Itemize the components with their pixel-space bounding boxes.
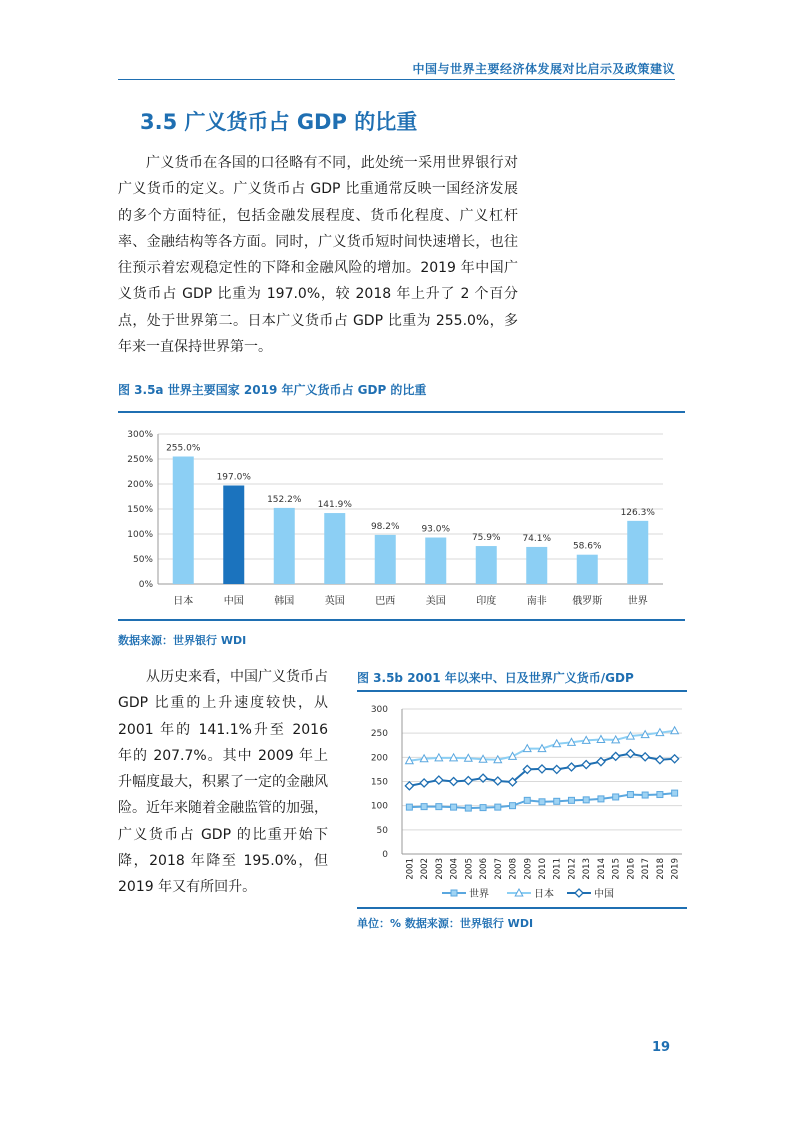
y-tick-label: 300 xyxy=(370,705,388,715)
legend-item xyxy=(442,887,489,900)
figure1-source: 数据来源：世界银行 WDI xyxy=(118,634,247,647)
legend-label: 中国 xyxy=(594,889,614,900)
x-tick-label: 2018 xyxy=(655,858,666,880)
figure2-source: 单位：% 数据来源：世界银行 WDI xyxy=(357,917,534,930)
header-rule xyxy=(118,79,675,80)
running-header: 中国与世界主要经济体发展对比启示及政策建议 xyxy=(412,62,675,76)
x-tick-label: 2019 xyxy=(670,858,681,880)
data-point xyxy=(627,792,633,798)
x-tick-label: 印度 xyxy=(476,596,497,607)
x-tick-label: 2011 xyxy=(552,858,563,880)
bar xyxy=(324,513,345,584)
y-tick-label: 300% xyxy=(127,430,153,440)
y-tick-label: 50% xyxy=(132,555,153,565)
page-number: 19 xyxy=(652,1040,671,1055)
data-point xyxy=(642,792,648,798)
data-point xyxy=(436,804,442,810)
bar xyxy=(425,538,446,585)
y-tick-label: 200% xyxy=(127,480,153,490)
x-tick-label: 2014 xyxy=(596,858,607,880)
data-point xyxy=(421,804,427,810)
data-point xyxy=(406,804,412,810)
bar xyxy=(173,457,194,585)
bar xyxy=(476,546,497,584)
x-tick-label: 巴西 xyxy=(375,596,396,607)
y-tick-label: 150 xyxy=(370,777,388,788)
series-triangle xyxy=(406,727,679,764)
x-tick-label: 2010 xyxy=(538,858,548,880)
paragraph-history xyxy=(118,664,328,901)
x-tick-label: 日本 xyxy=(173,596,194,607)
x-tick-label: 2002 xyxy=(420,858,431,880)
data-point xyxy=(494,777,502,785)
x-tick-label: 俄罗斯 xyxy=(572,596,603,607)
figure1-bottom-rule xyxy=(118,619,685,621)
section-title: 3.5 广义货币占 GDP 的比重 xyxy=(140,110,418,134)
y-tick-label: 150% xyxy=(127,505,153,515)
data-point xyxy=(451,890,457,896)
data-point xyxy=(568,797,574,803)
figure1-caption: 图 3.5a 世界主要国家 2019 年广义货币占 GDP 的比重 xyxy=(118,383,427,397)
data-point xyxy=(479,774,487,782)
y-tick-label: 50 xyxy=(376,825,388,836)
data-point xyxy=(567,763,575,771)
x-tick-label: 2008 xyxy=(508,858,519,880)
x-tick-label: 2006 xyxy=(479,858,490,880)
data-point xyxy=(641,753,649,761)
bar xyxy=(375,535,396,584)
series-diamond xyxy=(405,750,678,790)
legend-item xyxy=(567,887,614,900)
data-point xyxy=(450,778,458,786)
data-point xyxy=(582,761,590,769)
x-tick-label: 英国 xyxy=(324,596,345,607)
data-point xyxy=(597,758,605,766)
y-tick-label: 100% xyxy=(127,530,153,540)
series-square xyxy=(406,790,677,811)
data-label: 98.2% xyxy=(370,521,400,532)
data-label: 152.2% xyxy=(267,494,302,505)
x-tick-label: 2003 xyxy=(434,858,445,880)
line-chart-broad-money-history xyxy=(357,697,687,905)
data-point xyxy=(657,792,663,798)
legend-label: 世界 xyxy=(469,889,489,900)
data-label: 197.0% xyxy=(216,472,251,483)
data-point xyxy=(435,776,443,784)
bar xyxy=(223,486,244,585)
x-tick-label: 2007 xyxy=(493,858,504,880)
legend-item xyxy=(507,887,554,900)
bar xyxy=(577,555,598,584)
data-point xyxy=(451,804,457,810)
x-tick-label: 美国 xyxy=(425,596,446,607)
data-point xyxy=(464,777,472,785)
y-tick-label: 100 xyxy=(370,801,388,812)
data-label: 255.0% xyxy=(166,443,201,454)
data-label: 75.9% xyxy=(471,533,501,544)
paragraph-text: 从历史来看，中国广义货币占 GDP 比重的上升速度较快，从 2001 年的 141.1%升至 2016 年的 207.7%。其中 2009 年上升幅度最大，积累了一定的金融风险。近年来随着金融监管的加强，广义货币占 GDP 的比重开始下降，2018 年降至 195.0%，但 2019 年又有所回升。 xyxy=(118,669,328,896)
data-point xyxy=(598,796,604,802)
data-point xyxy=(554,798,560,804)
data-label: 93.0% xyxy=(421,524,451,535)
y-tick-label: 250 xyxy=(370,729,388,740)
data-point xyxy=(583,797,589,803)
data-point xyxy=(510,803,516,809)
x-tick-label: 2015 xyxy=(611,858,622,880)
data-point xyxy=(538,765,546,773)
paragraph-intro xyxy=(118,150,518,360)
x-tick-label: 2017 xyxy=(641,858,652,880)
bar xyxy=(274,508,295,584)
y-tick-label: 0% xyxy=(138,580,153,590)
x-tick-label: 2005 xyxy=(464,858,475,880)
data-point xyxy=(553,765,561,773)
data-point xyxy=(465,805,471,811)
data-point xyxy=(612,752,620,760)
data-point xyxy=(575,889,583,897)
legend-label: 日本 xyxy=(534,889,554,900)
data-point xyxy=(495,804,501,810)
data-label: 58.6% xyxy=(572,541,602,552)
x-tick-label: 世界 xyxy=(627,596,648,607)
figure2-top-rule xyxy=(357,690,687,692)
x-tick-label: 2004 xyxy=(449,858,460,880)
data-point xyxy=(672,790,678,796)
figure2-caption: 图 3.5b 2001 年以来中、日及世界广义货币/GDP xyxy=(357,671,634,685)
figure1-top-rule xyxy=(118,411,685,413)
x-tick-label: 2009 xyxy=(523,858,534,880)
data-point xyxy=(524,797,530,803)
x-tick-label: 2012 xyxy=(567,858,578,880)
data-point xyxy=(626,750,634,758)
x-tick-label: 2016 xyxy=(626,858,637,880)
y-tick-label: 0 xyxy=(382,850,388,860)
figure2-bottom-rule xyxy=(357,907,687,909)
data-point xyxy=(613,794,619,800)
data-point xyxy=(539,799,545,805)
data-point xyxy=(420,779,428,787)
bar xyxy=(526,547,547,584)
data-label: 74.1% xyxy=(522,533,552,544)
bar-chart-broad-money xyxy=(118,420,685,616)
paragraph-text: 广义货币在各国的口径略有不同，此处统一采用世界银行对广义货币的定义。广义货币占 GDP 比重通常反映一国经济发展的多个方面特征，包括金融发展程度、货币化程度、广义杠杆率、金融结构等各方面。同时，广义货币短时间快速增长，也往往预示着宏观稳定性的下降和金融风险的增加。2019 年中国广义货币占 GDP 比重为 197.0%，较 2018 年上升了 2 个百分点，处于世界第二。日本广义货币占 GDP 比重为 255.0%，多年来一直保持世界第一。 xyxy=(118,155,518,356)
x-tick-label: 2013 xyxy=(582,858,593,880)
x-tick-label: 韩国 xyxy=(274,596,295,607)
data-point xyxy=(480,805,486,811)
data-label: 141.9% xyxy=(317,500,352,511)
bar xyxy=(627,521,648,584)
data-point xyxy=(405,782,413,790)
x-tick-label: 2001 xyxy=(405,858,416,880)
data-point xyxy=(671,755,679,763)
data-label: 126.3% xyxy=(620,507,655,518)
x-tick-label: 中国 xyxy=(223,596,244,607)
x-tick-label: 南非 xyxy=(526,596,547,607)
y-tick-label: 250% xyxy=(127,455,153,465)
y-tick-label: 200 xyxy=(370,753,388,764)
